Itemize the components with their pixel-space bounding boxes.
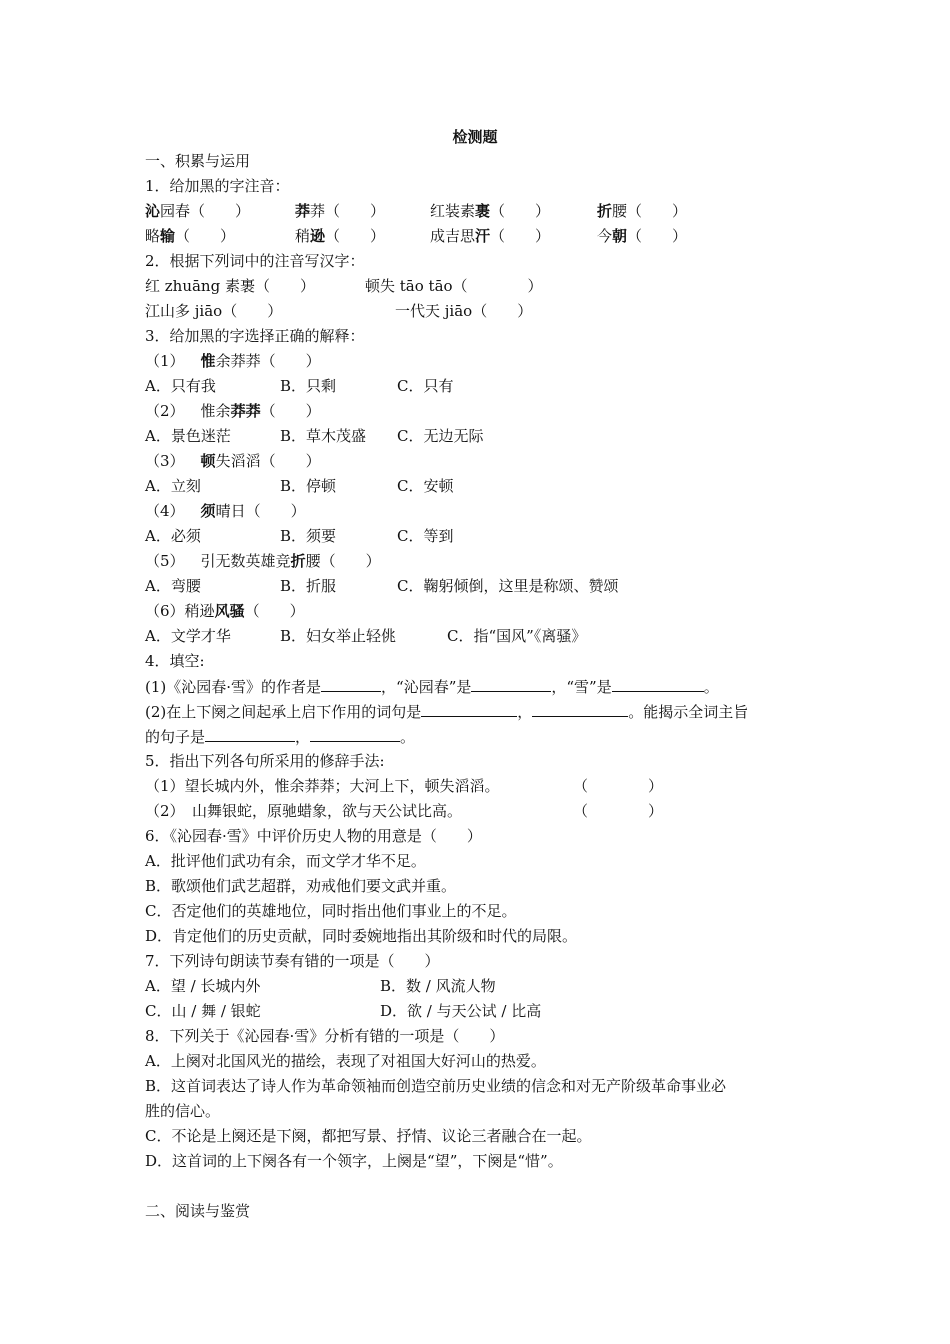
option-b: B．折服 (280, 577, 337, 595)
answer-blank[interactable] (321, 676, 381, 692)
option-a: A．弯腰 (145, 577, 201, 595)
option-a: A．文学才华 (145, 627, 231, 645)
q1-item: 莽莽（ ） (295, 202, 386, 220)
q1-item: 红装素裹（ ） (430, 202, 551, 220)
option-b: B．须要 (280, 527, 337, 545)
q1-item: 沁园春（ ） (145, 202, 251, 220)
answer-blank[interactable] (471, 676, 551, 692)
q3-sub-question: （5） 引无数英雄竞折腰（ ） (145, 552, 381, 570)
q3-options (145, 376, 845, 396)
q7-options-row (145, 1001, 845, 1021)
q5-sentence: （1）望长城内外，惟余莽莽；大河上下，顿失滔滔。 （ ） (145, 777, 664, 795)
q3-sub-question: （2） 惟余莽莽（ ） (145, 402, 321, 420)
q1-item: 略输（ ） (145, 227, 236, 245)
q7-options-row (145, 976, 845, 996)
option-d: D．这首词的上下阕各有一个领字，上阕是“望”，下阕是“惜”。 (145, 1152, 563, 1170)
q1-item: 折腰（ ） (597, 202, 688, 220)
option-b: B．歌颂他们武艺超群，劝戒他们要文武并重。 (145, 877, 457, 895)
option-c: C．安顿 (397, 477, 454, 495)
answer-blank[interactable] (532, 701, 628, 717)
q4-line-3: 的句子是 ， 。 (145, 728, 416, 746)
option-a: A．望 / 长城内外 (145, 977, 261, 995)
option-c: C．等到 (397, 527, 454, 545)
answer-blank[interactable] (310, 726, 400, 742)
q7-stem: 7．下列诗句朗读节奏有错的一项是（ ） (145, 952, 440, 970)
option-c: C．不论是上阕还是下阕，都把写景、抒情、议论三者融合在一起。 (145, 1127, 592, 1145)
option-d: D．肯定他们的历史贡献，同时委婉地指出其阶级和时代的局限。 (145, 927, 578, 945)
answer-blank[interactable] (421, 701, 517, 717)
option-b: B．草木茂盛 (280, 427, 367, 445)
section-heading-2: 二、阅读与鉴赏 (145, 1202, 251, 1220)
option-b: B．妇女举止轻佻 (280, 627, 397, 645)
answer-paren[interactable]: （ ） (573, 802, 664, 820)
q5-stem: 5．指出下列各句所采用的修辞手法: (145, 752, 385, 770)
option-a: A．批评他们武功有余，而文学才华不足。 (145, 852, 426, 870)
option-a: A．必须 (145, 527, 201, 545)
q3-sub-question: （6）稍逊风骚（ ） (145, 602, 305, 620)
option-c: C．山 / 舞 / 银蛇 (145, 1002, 261, 1020)
q3-options (145, 576, 845, 596)
option-c: C．否定他们的英雄地位，同时指出他们事业上的不足。 (145, 902, 517, 920)
q1-item: 稍逊（ ） (295, 227, 386, 245)
option-a: A．立刻 (145, 477, 201, 495)
q2-row-1 (145, 276, 845, 296)
q3-options (145, 526, 845, 546)
option-a: A．只有我 (145, 377, 216, 395)
q2-item: 江山多 jiāo（ ） (145, 302, 283, 320)
option-d: D．欲 / 与天公试 / 比高 (380, 1002, 542, 1020)
q3-stem: 3．给加黑的字选择正确的解释： (145, 327, 365, 345)
q3-sub-question: （3） 顿失滔滔（ ） (145, 452, 321, 470)
q3-options (145, 626, 845, 646)
q3-options (145, 476, 845, 496)
q2-stem: 2．根据下列词中的注音写汉字： (145, 252, 365, 270)
q1-row-2 (145, 226, 845, 246)
q3-sub-question: （4） 须晴日（ ） (145, 502, 306, 520)
q2-row-2 (145, 301, 845, 321)
q8-stem: 8．下列关于《沁园春·雪》分析有错的一项是（ ） (145, 1027, 505, 1045)
q2-item: 红 zhuāng 素裹（ ） (145, 277, 315, 295)
q3-options (145, 426, 845, 446)
answer-blank[interactable] (205, 726, 295, 742)
page-title: 检测题 (452, 128, 498, 146)
option-b-continued: 胜的信心。 (145, 1102, 221, 1120)
q4-stem: 4．填空: (145, 652, 205, 670)
option-c: C．指“国风”《离骚》 (447, 627, 587, 645)
option-c: C．无边无际 (397, 427, 484, 445)
q2-item: 一代天 jiāo（ ） (395, 302, 533, 320)
option-b: B．数 / 风流人物 (380, 977, 496, 995)
q1-item: 成吉思汗（ ） (430, 227, 551, 245)
q6-stem: 6．《沁园春·雪》中评价历史人物的用意是（ ） (145, 827, 482, 845)
q4-line-2: (2)在上下阕之间起承上启下作用的词句是 ， 。能揭示全词主旨 (145, 703, 749, 721)
option-b: B．这首词表达了诗人作为革命领袖而创造空前历史业绩的信念和对无产阶级革命事业必 (145, 1077, 727, 1095)
option-c: C．鞠躬倾倒，这里是称颂、赞颂 (397, 577, 619, 595)
option-a: A．景色迷茫 (145, 427, 231, 445)
answer-paren[interactable]: （ ） (573, 777, 664, 795)
answer-blank[interactable] (612, 676, 704, 692)
q1-stem: 1．给加黑的字注音： (145, 177, 290, 195)
section-heading-1: 一、积累与运用 (145, 152, 251, 170)
q4-line-1: (1)《沁园春·雪》的作者是 ，“沁园春”是 ，“雪”是 。 (145, 678, 719, 696)
q1-item: 今朝（ ） (597, 227, 688, 245)
option-a: A．上阕对北国风光的描绘，表现了对祖国大好河山的热爱。 (145, 1052, 546, 1070)
q3-sub-question: （1） 惟余莽莽（ ） (145, 352, 321, 370)
option-b: B．停顿 (280, 477, 337, 495)
q1-row-1 (145, 201, 845, 221)
option-c: C．只有 (397, 377, 454, 395)
option-b: B．只剩 (280, 377, 337, 395)
q2-item: 顿失 tāo tāo（ ） (365, 277, 543, 295)
q5-sentence: （2） 山舞银蛇，原驰蜡象，欲与天公试比高。 （ ） (145, 802, 664, 820)
